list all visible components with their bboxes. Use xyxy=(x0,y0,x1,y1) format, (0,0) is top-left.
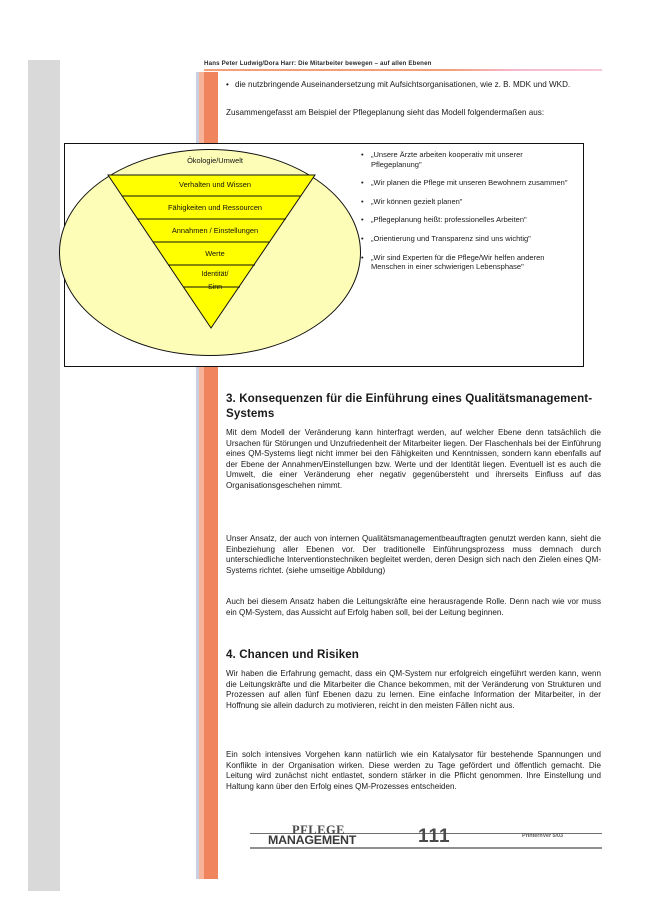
list-item xyxy=(361,215,573,225)
section-4-paragraph-2: Ein solch intensives Vorgehen kann natürlich wie ein Katalysator für bestehende Spannungen und Konflikte in der Organisation wirken. Diese werden zu Tage gefördert und öffentlich gemacht. Die Leitung wird zunächst nicht entlastet, sondern stärker in die Pflicht genommen. Ihre Einstellung und Haltung kann über den Erfolg eines QM-Prozesses entscheiden. xyxy=(226,750,601,791)
page-footer xyxy=(250,824,602,858)
issue-label: PrInternVer 5/03 xyxy=(522,833,564,839)
bullet-icon: • xyxy=(361,233,364,243)
section-4-paragraph-1: Wir haben die Erfahrung gemacht, dass ein QM-System nur erfolgreich eingeführt werden kann, wenn die Leitungskräfte und die Mitarbeiter die Chance bekommen, mit der Veränderung von Strukturen und Prozessen auf allen fünf Ebenen dazu zu lernen. Eine einfache Information der Mitarbeiter, in der Hoffnung sie allein dadurch zu motivieren, reicht in den meisten Fällen nicht aus. xyxy=(226,669,601,710)
list-item-text: „Wir können gezielt planen" xyxy=(371,196,463,206)
list-item xyxy=(361,178,573,188)
list-item-text: „Unsere Ärzte arbeiten kooperativ mit unserer Pflegeplanung" xyxy=(371,150,523,169)
bullet-icon: • xyxy=(226,80,229,89)
page-number: 111 xyxy=(418,826,451,847)
journal-logo-line1: PFLEGE xyxy=(292,823,346,837)
pyramid-level-label-0: Ökologie/Umwelt xyxy=(187,156,243,165)
bullet-icon: • xyxy=(361,252,364,262)
bullet-icon: • xyxy=(361,178,364,188)
list-item xyxy=(361,150,573,169)
list-item xyxy=(226,80,601,91)
section-4-heading: 4. Chancen und Risiken xyxy=(226,648,359,661)
pyramid-level-label-3: Annahmen / Einstellungen xyxy=(171,226,259,235)
inverted-pyramid xyxy=(65,144,365,359)
header-rule xyxy=(204,69,602,71)
pyramid-level-label-6: Sinn xyxy=(207,284,222,291)
list-item-text: „Orientierung und Transparenz sind uns wichtig" xyxy=(371,233,531,243)
bullet-icon: • xyxy=(361,150,364,159)
running-header xyxy=(204,59,602,72)
list-item xyxy=(361,253,573,272)
intro-bullet-list xyxy=(226,80,601,91)
figure-box xyxy=(64,143,584,367)
journal-logo-line2: MANAGEMENT xyxy=(268,833,357,847)
pyramid-level-label-1: Verhalten und Wissen xyxy=(179,180,251,189)
list-item-text: „Pflegeplanung heißt: professionelles Arbeiten" xyxy=(371,215,527,225)
section-3-paragraph-2: Unser Ansatz, der auch von internen Qualitätsmanagementbeauftragten genutzt werden kann, sieht die Einbeziehung aller Ebenen vor. Der traditionelle Einführungsprozess muss demnach durch unterschiedliche Interventionstechniken begleitet werden, deren Design sich nach den Zielen eines QM-Systems richtet. (siehe umseitige Abbildung) xyxy=(226,534,601,575)
pyramid-level-label-5: Identität/ xyxy=(201,271,229,278)
list-item-text: die nutzbringende Auseinandersetzung mit Aufsichtsorganisationen, wie z. B. MDK und WKD. xyxy=(235,80,571,89)
quote-list xyxy=(361,150,573,281)
pyramid-level-label-2: Fähigkeiten und Ressourcen xyxy=(167,203,263,212)
running-header-title: Hans Peter Ludwig/Dora Harr: Die Mitarbeiter bewegen – auf allen Ebenen xyxy=(204,60,432,67)
journal-logo xyxy=(268,824,403,848)
list-item-text: „Wir sind Experten für die Pflege/Wir helfen anderen Menschen in einer schwierigen Lebensphase" xyxy=(371,252,545,272)
bullet-icon: • xyxy=(361,215,364,225)
section-3-paragraph-1: Mit dem Modell der Veränderung kann hinterfragt werden, auf welcher Ebene denn tatsächlich die Ursachen für Störungen und Unzufriedenheit der Mitarbeiter liegen. Der Flaschenhals bei der Einführung eines QM-Systems liegt nicht immer bei den Fähigkeiten und Kenntnissen, sondern kann ebenfalls auf der Ebene der Annahmen/Einstellungen bzw. Werte und der Identität liegen. Eventuell ist es auch die Umwelt, die einer Veränderung eher negativ gegenübersteht und ihrerseits Einfluss auf das Organisationsgeschehen nimmt. xyxy=(226,428,601,490)
intro-paragraph: Zusammengefasst am Beispiel der Pflegeplanung sieht das Modell folgendermaßen aus: xyxy=(226,108,545,117)
section-3-heading: 3. Konsequenzen für die Einführung eines Qualitätsmanagement-Systems xyxy=(226,392,593,420)
bullet-icon: • xyxy=(361,196,364,206)
pyramid-level-label-4: Werte xyxy=(205,249,225,258)
list-item-text: „Wir planen die Pflege mit unseren Bewohnern zusammen" xyxy=(371,178,568,188)
list-item xyxy=(361,197,573,207)
section-3-paragraph-3: Auch bei diesem Ansatz haben die Leitungskräfte eine herausragende Rolle. Denn nach wie vor muss ein QM-System, das Aussicht auf Erfolg haben soll, bei der Leitung beginnen. xyxy=(226,597,601,617)
list-item xyxy=(361,234,573,244)
figure-content xyxy=(65,144,583,366)
